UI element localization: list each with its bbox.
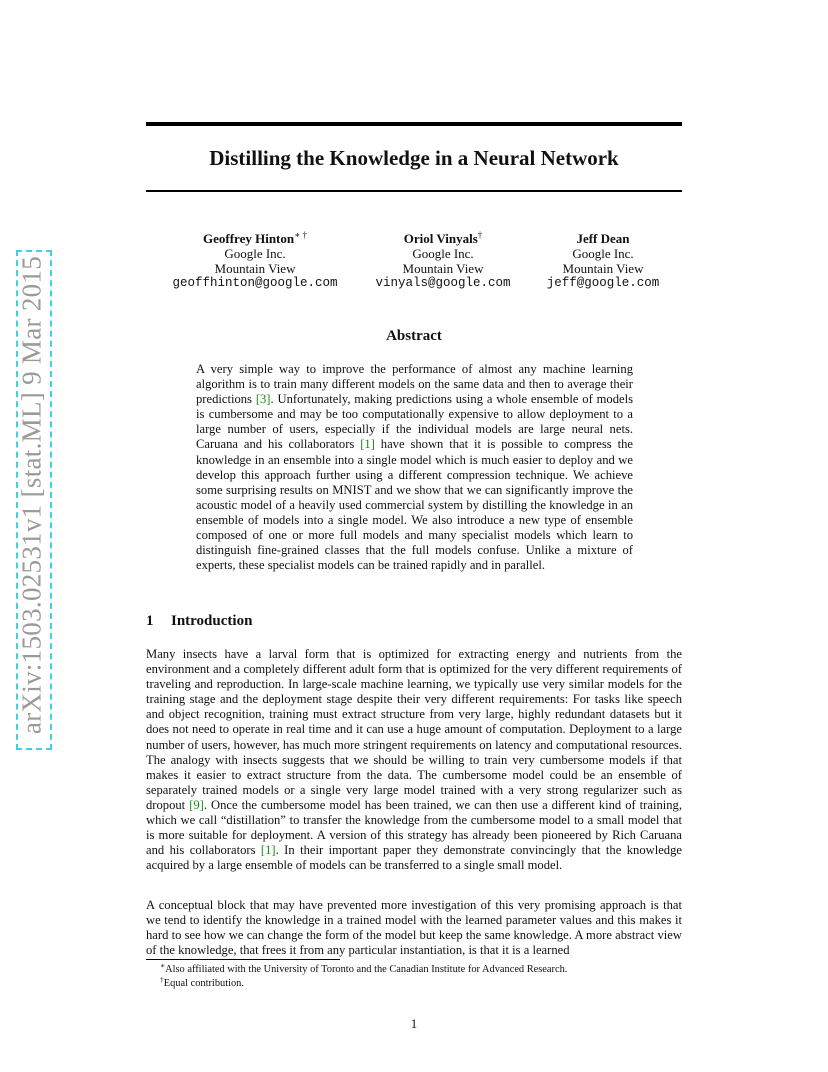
author-name: Jeff Dean bbox=[576, 231, 630, 246]
author-affiliation: Google Inc. bbox=[412, 246, 474, 261]
author-location: Mountain View bbox=[562, 261, 644, 276]
arxiv-id[interactable]: arXiv:1503.02531v1 [stat.ML] 9 Mar 2015 bbox=[16, 255, 47, 735]
author-block bbox=[163, 231, 347, 291]
citation-link[interactable]: [9] bbox=[189, 797, 204, 812]
author-name: Geoffrey Hinton∗ † bbox=[203, 230, 307, 246]
body-paragraph: Many insects have a larval form that is optimized for extracting energy and nutrients from the environment and a completely different adult form that is optimized for the very different requirements of traveling and reproduction. In large-scale machine learning, we typically use very similar models for the training stage and the deployment stage despite their very different requirements: For tasks like speech and object recognition, training must extract structure from very large, highly redundant datasets but it does not need to operate in real time and it can use a huge amount of computation. Deployment to a large number of users, however, has much more stringent requirements on latency and computational resources. The analogy with insects suggests that we should be willing to train very cumbersome models if that makes it easier to extract structure from the data. The cumbersome model could be an ensemble of separately trained models or a single very large model trained with a very strong regularizer such as dropout [9]. Once the cumbersome model has been trained, we can then use a different kind of training, which we call “distillation” to transfer the knowledge from the cumbersome model to a small model that is more suitable for deployment. A version of this strategy has already been pioneered by Rich Caruana and his collaborators [1]. In their important paper they demonstrate convincingly that the knowledge acquired by a large ensemble of models can be transferred to a single small model. bbox=[146, 647, 683, 873]
section-heading bbox=[146, 613, 252, 630]
author-email[interactable]: geoffhinton@google.com bbox=[172, 276, 338, 290]
author-location: Mountain View bbox=[402, 261, 484, 276]
section-number: 1 bbox=[146, 613, 154, 629]
page-number: 1 bbox=[410, 1016, 418, 1031]
title-rule-bottom bbox=[146, 190, 682, 192]
author-name: Oriol Vinyals† bbox=[403, 230, 483, 246]
author-affiliation: Google Inc. bbox=[224, 246, 286, 261]
footnote: ∗Also affiliated with the University of Toronto and the Canadian Institute for Advanced Research. bbox=[160, 961, 568, 975]
abstract-text: A very simple way to improve the performance of almost any machine learning algorithm is to train many different models on the same data and then to average their predictions [3]. Unfortunately, making predictions using a whole ensemble of models is cumbersome and may be too computationally expensive to allow deployment to a large number of users, especially if the individual models are large neural nets. Caruana and his collaborators [1] have shown that it is possible to compress the knowledge in an ensemble into a single model which is much easier to deploy and we develop this approach further using a different compression technique. We achieve some surprising results on MNIST and we show that we can significantly improve the acoustic model of a heavily used commercial system by distilling the knowledge in an ensemble of models into a single model. We also introduce a new type of ensemble composed of one or more full models and many specialist models which learn to distinguish fine-grained classes that the full models confuse. Unlike a mixture of experts, these specialist models can be trained rapidly and in parallel. bbox=[196, 362, 634, 573]
footnote: †Equal contribution. bbox=[160, 975, 244, 989]
author-affiliation: Google Inc. bbox=[572, 246, 634, 261]
author-location: Mountain View bbox=[214, 261, 296, 276]
author-email[interactable]: jeff@google.com bbox=[546, 276, 660, 290]
citation-link[interactable]: [1] bbox=[260, 843, 276, 858]
citation-link[interactable]: [3] bbox=[255, 392, 271, 407]
citation-link[interactable]: [1] bbox=[360, 437, 375, 452]
author-block bbox=[538, 231, 668, 291]
title-rule-top bbox=[146, 122, 682, 126]
author-email[interactable]: vinyals@google.com bbox=[375, 276, 511, 290]
body-paragraph: A conceptual block that may have prevented more investigation of this very promising approach is that we tend to identify the knowledge in a trained model with the learned parameter values and this makes it hard to see how we can change the form of the model but keep the same knowledge. A more abstract view of the knowledge, that frees it from any particular instantiation, is that it is a learned bbox=[146, 898, 682, 958]
author-block bbox=[363, 231, 523, 291]
section-title: Introduction bbox=[171, 613, 253, 629]
abstract-heading: Abstract bbox=[386, 328, 442, 344]
paper-title: Distilling the Knowledge in a Neural Network bbox=[209, 146, 619, 170]
footnote-rule bbox=[146, 959, 340, 960]
